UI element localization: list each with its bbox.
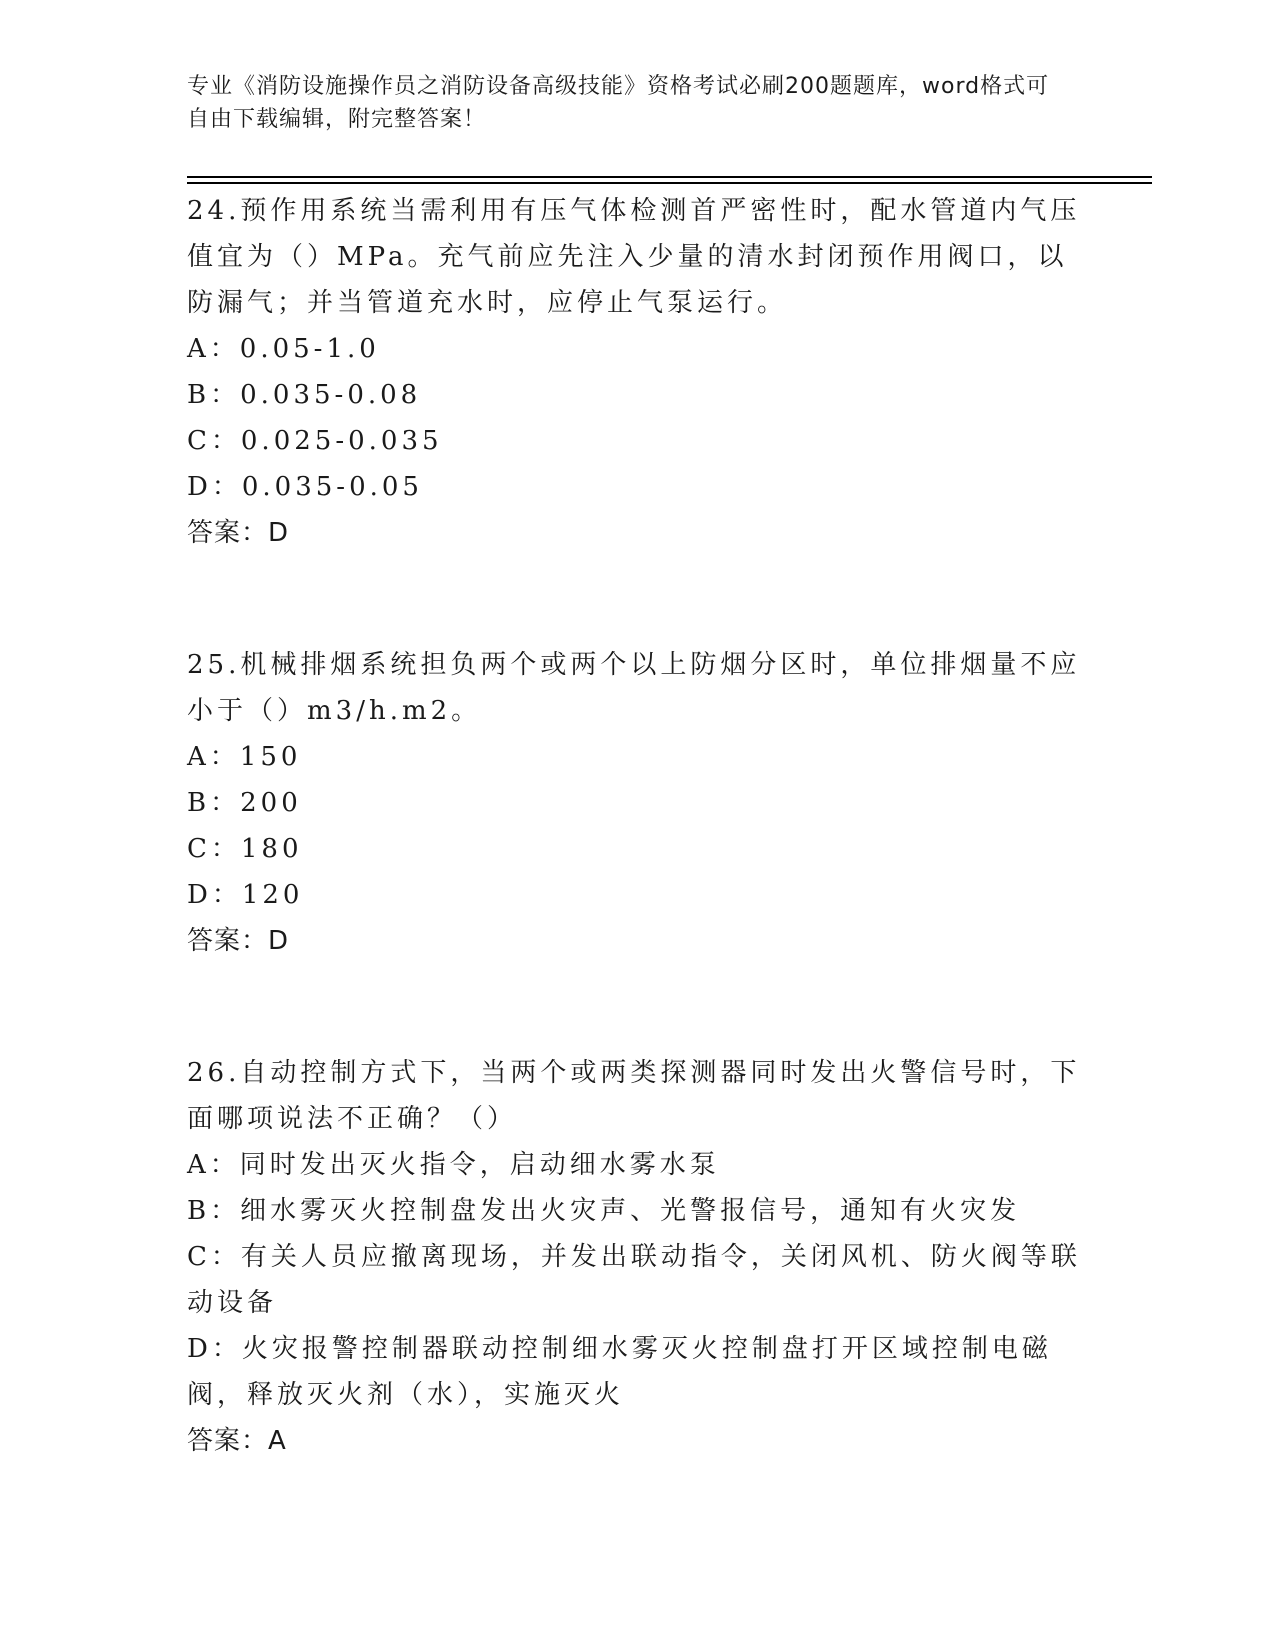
answer: 答案：D bbox=[187, 926, 290, 956]
answer: 答案：D bbox=[187, 518, 290, 548]
question-24 bbox=[187, 188, 1087, 556]
option-c: C：有关人员应撤离现场，并发出联动指令，关闭风机、防火阀等联动设备 bbox=[187, 1242, 1081, 1318]
option-d: D：0.035-0.05 bbox=[187, 472, 423, 502]
question-text: 24.预作用系统当需利用有压气体检测首严密性时，配水管道内气压值宜为（）MPa。充气前应先注入少量的清水封闭预作用阀口，以防漏气；并当管道充水时，应停止气泵运行。 bbox=[187, 196, 1081, 318]
option-b: B：0.035-0.08 bbox=[187, 380, 422, 410]
option-a: A：同时发出灭火指令，启动细水雾水泵 bbox=[187, 1150, 720, 1180]
question-text: 26.自动控制方式下，当两个或两类探测器同时发出火警信号时，下面哪项说法不正确？（） bbox=[187, 1058, 1081, 1134]
header-divider-bottom bbox=[187, 182, 1152, 184]
option-b: B：细水雾灭火控制盘发出火灾声、光警报信号，通知有火灾发 bbox=[187, 1196, 1021, 1226]
header-divider-top bbox=[187, 176, 1152, 178]
option-a: A：0.05-1.0 bbox=[187, 334, 380, 364]
question-spacer bbox=[187, 556, 1087, 642]
option-d: D：火灾报警控制器联动控制细水雾灭火控制盘打开区域控制电磁阀，释放灭火剂（水），实施灭火 bbox=[187, 1334, 1052, 1410]
option-d: D：120 bbox=[187, 880, 304, 910]
option-a: A：150 bbox=[187, 742, 302, 772]
question-25 bbox=[187, 642, 1087, 964]
option-b: B：200 bbox=[187, 788, 302, 818]
option-c: C：180 bbox=[187, 834, 303, 864]
question-spacer bbox=[187, 964, 1087, 1050]
question-list bbox=[187, 188, 1087, 1464]
option-c: C：0.025-0.035 bbox=[187, 426, 443, 456]
question-text: 25.机械排烟系统担负两个或两个以上防烟分区时，单位排烟量不应小于（）m3/h.m2。 bbox=[187, 650, 1081, 726]
question-26 bbox=[187, 1050, 1087, 1464]
page-header: 专业《消防设施操作员之消防设备高级技能》资格考试必刷200题题库，word格式可自由下载编辑，附完整答案！ bbox=[187, 74, 1050, 132]
answer: 答案：A bbox=[187, 1426, 287, 1456]
